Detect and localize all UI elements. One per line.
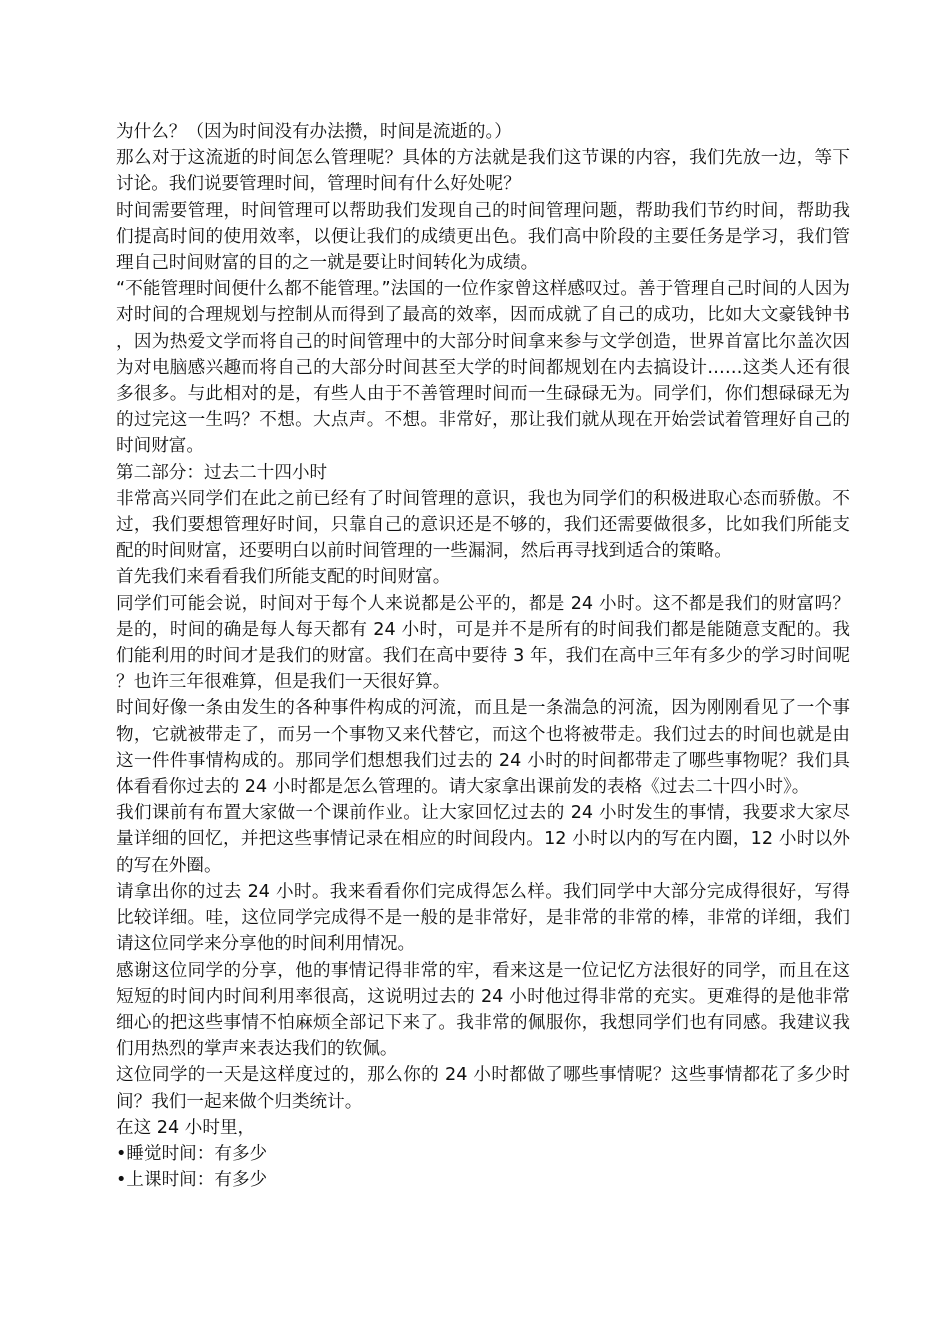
- paragraph-thanks: 感谢这位同学的分享，他的事情记得非常的牢，看来这是一位记忆方法很好的同学，而且在这短短的时间内时间利用率很高，这说明过去的 24 小时他过得非常的充实。更难得的是他非常细心的把这些事情不怕麻烦全部记下来了。我非常的佩服你，我想同学们也有同感。我建议我们用热烈的掌声来表达我们的钦佩。: [116, 960, 850, 1060]
- paragraph-quote: “不能管理时间便什么都不能管理。”法国的一位作家曾这样感叹过。善于管理自己时间的人因为对时间的合理规划与控制从而得到了最高的效率，因而成就了自己的成功，比如大文豪钱钟书，因为热爱文学而将自己的时间管理中的大部分时间拿来参与文学创造，世界首富比尔盖次因为对电脑感兴趣而将自己的大部分时间甚至大学的时间都规划在内去搞设计……这类人还有很多很多。与此相对的是，有些人由于不善管理时间而一生碌碌无为。同学们，你们想碌碌无为的过完这一生吗？不想。大点声。不想。非常好，那让我们就从现在开始尝试着管理好自己的时间财富。: [116, 279, 850, 457]
- paragraph-statistics: 这位同学的一天是这样度过的，那么你的 24 小时都做了哪些事情呢？这些事情都花了多少时间？我们一起来做个归类统计。: [116, 1065, 850, 1112]
- paragraph-share: 请拿出你的过去 24 小时。我来看看你们完成得怎么样。我们同学中大部分完成得很好，写得比较详细。哇，这位同学完成得不是一般的是非常好，是非常的非常的棒，非常的详细，我们请这位同学来分享他的时间利用情况。: [116, 881, 850, 955]
- paragraph-how-to-manage: 那么对于这流逝的时间怎么管理呢？具体的方法就是我们这节课的内容，我们先放一边，等下讨论。我们说要管理时间，管理时间有什么好处呢？: [116, 148, 850, 195]
- paragraph-within-24-hours: 在这 24 小时里，: [116, 1117, 256, 1138]
- document-page: [116, 119, 850, 1193]
- list-item-class-time: •上课时间：有多少: [116, 1170, 268, 1191]
- section-heading: 第二部分：过去二十四小时: [116, 462, 328, 483]
- list-item-sleep-time: •睡觉时间：有多少: [116, 1143, 268, 1164]
- paragraph-river: 时间好像一条由发生的各种事件构成的河流，而且是一条湍急的河流，因为刚刚看见了一个事物，它就被带走了，而另一个事物又来代替它，而这个也将被带走。我们过去的时间也就是由这一件件事情构成的。那同学们想想我们过去的 24 小时的时间都带走了哪些事物呢？我们具体看看你过去的 24 小时都是怎么管理的。请大家拿出课前发的表格《过去二十四小时》。: [116, 698, 850, 798]
- paragraph-homework: 我们课前有布置大家做一个课前作业。让大家回忆过去的 24 小时发生的事情，我要求大家尽量详细的回忆，并把这些事情记录在相应的时间段内。12 小时以内的写在内圈，12 小时以外的写在外圈。: [116, 803, 850, 876]
- paragraph-question: 为什么？（因为时间没有办法攒，时间是流逝的。）: [116, 122, 512, 142]
- paragraph-benefits: 时间需要管理，时间管理可以帮助我们发现自己的时间管理问题，帮助我们节约时间，帮助我们提高时间的使用效率，以便让我们的成绩更出色。我们高中阶段的主要任务是学习，我们管理自己时间财富的目的之一就是要让时间转化为成绩。: [116, 200, 850, 274]
- paragraph-time-wealth: 首先我们来看看我们所能支配的时间财富。: [116, 567, 451, 588]
- paragraph-24-hours: 同学们可能会说，时间对于每个人来说都是公平的，都是 24 小时。这不都是我们的财富吗？是的，时间的确是每人每天都有 24 小时，可是并不是所有的时间我们都是能随意支配的。我们能利用的时间才是我们的财富。我们在高中要待 3 年，我们在高中三年有多少的学习时间呢？也许三年很难算，但是我们一天很好算。: [116, 593, 850, 693]
- paragraph-awareness: 非常高兴同学们在此之前已经有了时间管理的意识，我也为同学们的积极进取心态而骄傲。不过，我们要想管理好时间，只靠自己的意识还是不够的，我们还需要做很多，比如我们所能支配的时间财富，还要明白以前时间管理的一些漏洞，然后再寻找到适合的策略。: [116, 488, 850, 562]
